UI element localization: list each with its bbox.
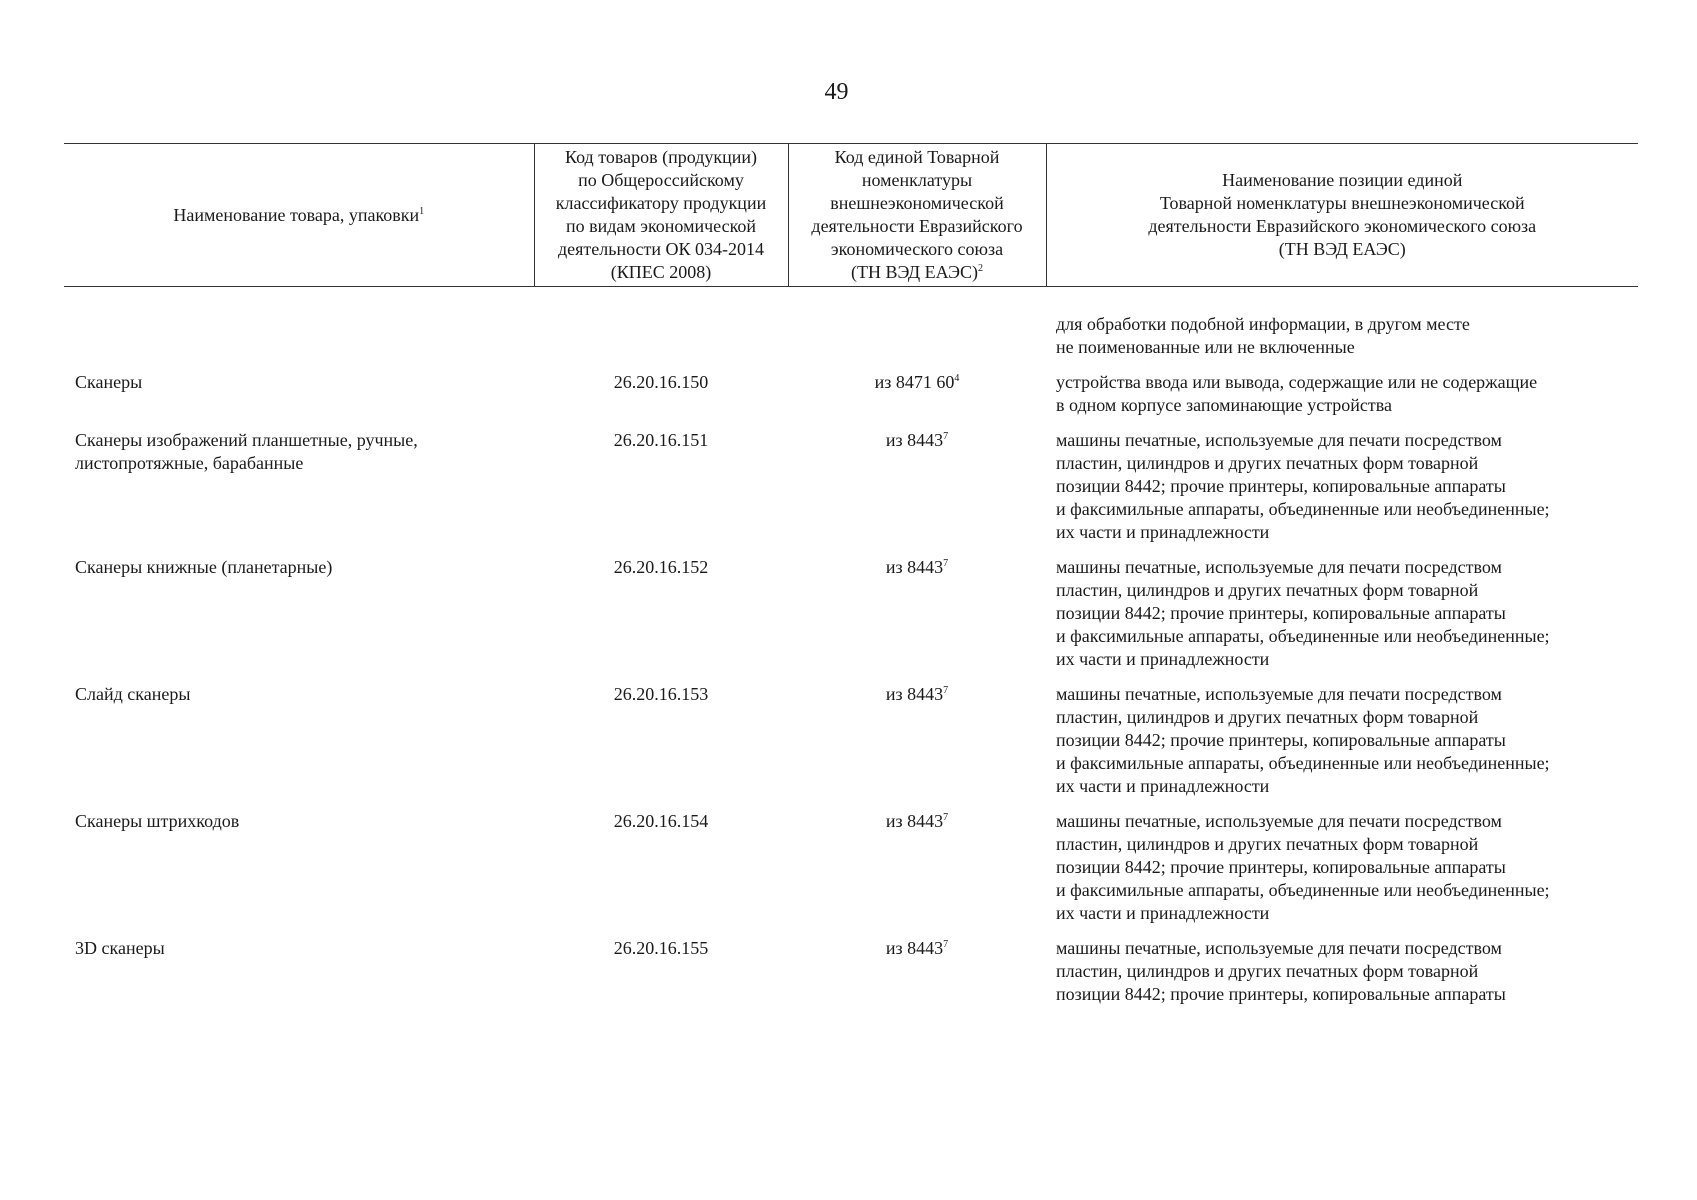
okpd-code-cell: 26.20.16.155 (613, 938, 709, 958)
desc-line: пластин, цилиндров и других печатных форм товарной (1056, 961, 1479, 981)
header-line: экономического союза (830, 239, 1004, 259)
header-line: деятельности ОК 034-2014 (557, 239, 765, 259)
tnved-code-cell (788, 937, 1046, 1018)
desc-line: их части и принадлежности (1056, 903, 1270, 923)
desc-line: пластин, цилиндров и других печатных форм товарной (1056, 834, 1479, 854)
footnote-marker: 2 (978, 263, 984, 274)
desc-line: их части и принадлежности (1056, 776, 1270, 796)
header-line: Наименование позиции единой (1222, 170, 1463, 190)
desc-line: их части и принадлежности (1056, 649, 1270, 669)
desc-line: позиции 8442; прочие принтеры, копировальные аппараты (1056, 603, 1506, 623)
goods-name-cell (64, 556, 534, 683)
goods-name-line: Слайд сканеры (75, 684, 191, 704)
header-line: по Общероссийскому (578, 170, 744, 190)
tnved-code-cell (788, 371, 1046, 429)
tnved-code-cell (788, 429, 1046, 556)
table-row (64, 810, 1638, 937)
table-row (64, 937, 1638, 1018)
desc-line: машины печатные, используемые для печати посредством (1056, 557, 1502, 577)
desc-line: устройства ввода или вывода, содержащие или не содержащие (1056, 372, 1538, 392)
goods-name-line: Сканеры изображений планшетные, ручные, (75, 430, 418, 450)
footnote-marker: 7 (943, 431, 949, 442)
table-row (64, 429, 1638, 556)
table-row (64, 683, 1638, 810)
goods-name-line: Сканеры штрихкодов (75, 811, 240, 831)
desc-line: машины печатные, используемые для печати посредством (1056, 938, 1502, 958)
footnote-marker: 7 (943, 812, 949, 823)
tnved-position-description (1046, 429, 1638, 556)
desc-line: пластин, цилиндров и других печатных форм товарной (1056, 453, 1479, 473)
desc-line: позиции 8442; прочие принтеры, копировальные аппараты (1056, 984, 1506, 1004)
header-okpd-code (534, 144, 788, 287)
desc-line: и факсимильные аппараты, объединенные или необъединенные; (1056, 499, 1550, 519)
tnved-code-cell (788, 683, 1046, 810)
tnved-code-cell (788, 810, 1046, 937)
header-line: по видам экономической (565, 216, 757, 236)
goods-name-line: Сканеры книжные (планетарные) (75, 557, 333, 577)
header-line: Код товаров (продукции) (564, 147, 758, 167)
header-tnved-position-name (1046, 144, 1638, 287)
header-line: деятельности Евразийского экономического союза (1148, 216, 1537, 236)
desc-line: позиции 8442; прочие принтеры, копировальные аппараты (1056, 730, 1506, 750)
desc-line: пластин, цилиндров и других печатных форм товарной (1056, 707, 1479, 727)
desc-line: позиции 8442; прочие принтеры, копировальные аппараты (1056, 857, 1506, 877)
tnved-position-description (1046, 683, 1638, 810)
tnved-code: из 8443 (885, 938, 944, 958)
page-number: 49 (824, 79, 849, 105)
desc-line: не поименованные или не включенные (1056, 337, 1355, 357)
footnote-marker: 4 (954, 373, 960, 384)
desc-line: машины печатные, используемые для печати посредством (1056, 811, 1502, 831)
desc-line: машины печатные, используемые для печати посредством (1056, 430, 1502, 450)
goods-name-line: Сканеры (75, 372, 143, 392)
header-line: (ТН ВЭД ЕАЭС) (1278, 239, 1406, 259)
tnved-code: из 8443 (885, 811, 944, 831)
continuation-description (1046, 313, 1638, 371)
continuation-row (64, 313, 1638, 371)
tnved-position-description (1046, 556, 1638, 683)
tnved-code: из 8443 (885, 430, 944, 450)
goods-name-cell (64, 810, 534, 937)
tnved-code: из 8443 (885, 557, 944, 577)
footnote-marker: 1 (419, 205, 425, 217)
footnote-marker: 7 (943, 685, 949, 696)
desc-line: пластин, цилиндров и других печатных форм товарной (1056, 580, 1479, 600)
goods-name-cell (64, 937, 534, 1018)
desc-line: и факсимильные аппараты, объединенные или необъединенные; (1056, 880, 1550, 900)
table-body (64, 287, 1638, 1019)
okpd-code-cell: 26.20.16.150 (613, 372, 709, 392)
header-line: (КПЕС 2008) (610, 262, 712, 282)
goods-name-cell (64, 683, 534, 810)
tnved-position-description (1046, 937, 1638, 1018)
tnved-code-cell (788, 556, 1046, 683)
header-goods-name-text: Наименование товара, упаковки (173, 204, 420, 225)
header-goods-name (64, 144, 534, 287)
okpd-code-cell: 26.20.16.154 (613, 811, 709, 831)
desc-line: в одном корпусе запоминающие устройства (1056, 395, 1393, 415)
header-line: деятельности Евразийского (811, 216, 1023, 236)
header-tnved-code (788, 144, 1046, 287)
goods-name-cell (64, 371, 534, 429)
footnote-marker: 7 (943, 558, 949, 569)
tnved-position-description (1046, 371, 1638, 429)
goods-name-cell (64, 429, 534, 556)
goods-classification-table (64, 143, 1638, 1018)
header-line: классификатору продукции (555, 193, 767, 213)
table-row (64, 556, 1638, 683)
header-last-line: (ТН ВЭД ЕАЭС) (850, 262, 979, 282)
table-row (64, 371, 1638, 429)
header-line: Товарной номенклатуры внешнеэкономической (1159, 193, 1525, 213)
desc-line: для обработки подобной информации, в другом месте (1056, 314, 1470, 334)
desc-line: и факсимильные аппараты, объединенные или необъединенные; (1056, 626, 1550, 646)
okpd-code-cell: 26.20.16.152 (613, 557, 709, 577)
header-line (793, 261, 1042, 284)
desc-line: машины печатные, используемые для печати посредством (1056, 684, 1502, 704)
okpd-code-cell: 26.20.16.151 (613, 430, 709, 450)
desc-line: позиции 8442; прочие принтеры, копировальные аппараты (1056, 476, 1506, 496)
footnote-marker: 7 (943, 939, 949, 950)
header-line: внешнеэкономической (830, 193, 1004, 213)
header-line: Код единой Товарной (834, 147, 1000, 167)
desc-line: и факсимильные аппараты, объединенные или необъединенные; (1056, 753, 1550, 773)
table-header (64, 144, 1638, 287)
goods-name-line: 3D сканеры (75, 938, 165, 958)
header-line: номенклатуры (861, 170, 973, 190)
tnved-code: из 8471 60 (874, 372, 955, 392)
okpd-code-cell: 26.20.16.153 (613, 684, 709, 704)
tnved-code: из 8443 (885, 684, 944, 704)
tnved-position-description (1046, 810, 1638, 937)
goods-name-line: листопротяжные, барабанные (75, 453, 304, 473)
desc-line: их части и принадлежности (1056, 522, 1270, 542)
